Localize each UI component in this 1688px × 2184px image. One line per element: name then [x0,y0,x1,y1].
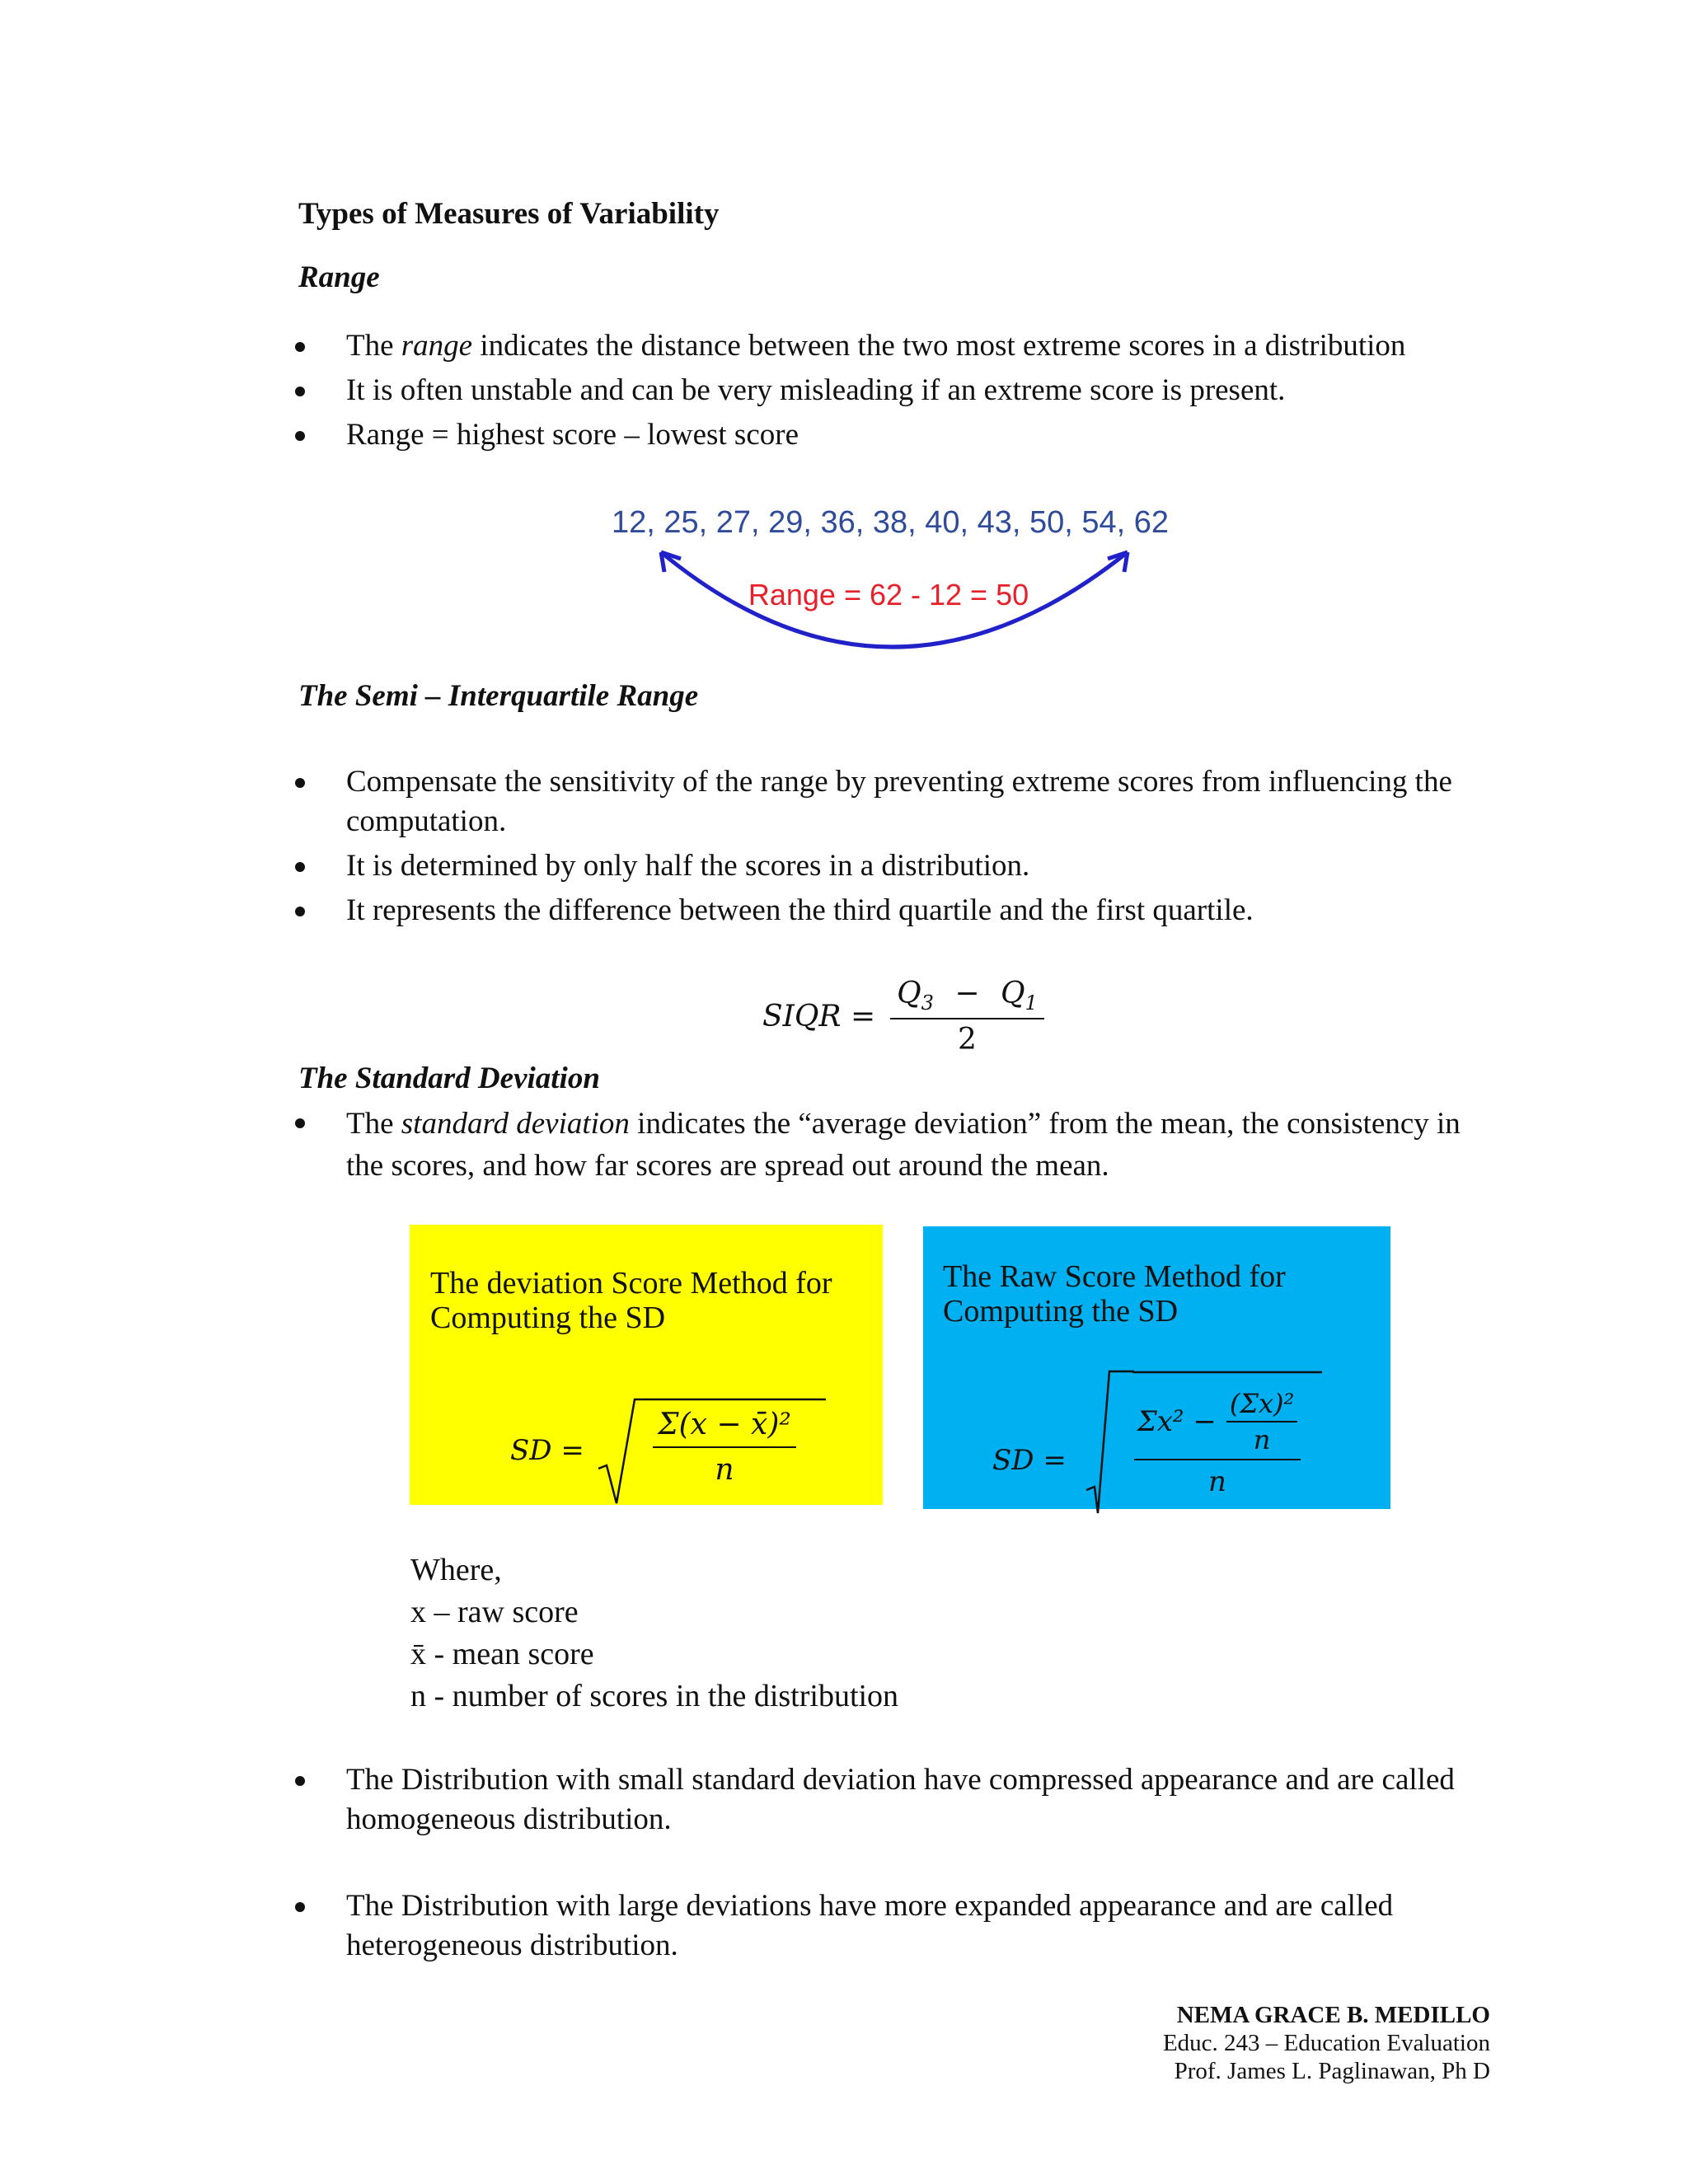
bullet-icon [295,1902,305,1912]
bullet-icon [295,1776,305,1786]
siqr-fraction [890,977,1044,1057]
where-item: x̄ - mean score [410,1637,594,1671]
siqr-lhs: SIQR = [762,1000,876,1034]
raw-numerator [1134,1388,1301,1460]
where-label: Where, [410,1553,502,1587]
list-item: Compensate the sensitivity of the range by preventing extreme scores from influencing the computation. [346,762,1492,841]
list-item: The standard deviation indicates the “average deviation” from the mean, the consistency in the scores, and how far scores are spread out around the mean. [346,1103,1475,1187]
raw-inner-fraction [1226,1388,1297,1455]
list-item: Range = highest score – lowest score [346,415,1492,455]
siqr-heading: The Semi – Interquartile Range [298,679,699,713]
sd-distribution-bullets [346,1760,1500,1966]
deviation-numerator: Σ(x − x̄)² [653,1408,796,1448]
list-item: It represents the difference between the third quartile and the first quartile. [346,891,1492,930]
where-item: n - number of scores in the distribution [410,1679,899,1713]
radical-bar [661,1398,826,1401]
list-item: It is often unstable and can be very misleading if an extreme score is present. [346,371,1492,410]
deviation-fraction [626,1408,823,1487]
sd-heading: The Standard Deviation [298,1062,600,1095]
range-numbers: 12, 25, 27, 29, 36, 38, 40, 43, 50, 54, 62 [611,505,1170,540]
where-block [410,1549,898,1718]
range-bullet-list [346,326,1492,455]
bullet-icon [295,862,305,872]
sd-term: standard deviation [401,1107,630,1141]
range-heading: Range [298,260,380,294]
siqr-formula [762,977,1044,1057]
list-item: The Distribution with large deviations have more expanded appearance and are called heterogeneous distribution. [346,1886,1500,1966]
list-item: The range indicates the distance between the two most extreme scores in a distribution [346,326,1492,366]
range-arc-diagram [610,503,1170,668]
deviation-method-box [410,1225,883,1505]
raw-score-method-box [923,1226,1390,1509]
raw-inner-denominator: n [1253,1424,1271,1455]
raw-sum-x2: Σx² − [1137,1405,1217,1438]
deviation-method-title: The deviation Score Method for Computing the SD [430,1266,832,1335]
range-term: range [401,329,473,363]
raw-denominator: n [1208,1465,1226,1498]
raw-inner-numerator: (Σx)² [1226,1388,1297,1422]
siqr-denominator: 2 [957,1023,977,1057]
bullet-icon [295,431,305,441]
bullet-icon [295,342,305,352]
where-item: x – raw score [410,1595,579,1629]
deviation-sd-lhs: SD = [510,1434,584,1467]
page-title: Types of Measures of Variability [298,197,720,231]
raw-fraction [1109,1388,1325,1498]
range-calculation: Range = 62 - 12 = 50 [748,578,1029,612]
bullet-icon [295,907,305,916]
bullet-icon [295,778,305,788]
range-example-figure [610,503,1170,668]
bullet-icon [295,387,305,396]
bullet-icon [295,1118,305,1128]
list-item: The Distribution with small standard deviation have compressed appearance and are called homogeneous distribution. [346,1760,1500,1840]
deviation-denominator: n [715,1453,734,1487]
course-name: Educ. 243 – Education Evaluation [1162,2030,1490,2056]
siqr-bullet-list [346,762,1492,930]
siqr-numerator: $Q_3 - Q_1$ [890,977,1044,1019]
author-name: NEMA GRACE B. MEDILLO [1176,2002,1490,2028]
sd-bullet-list [346,1103,1475,1187]
list-item: It is determined by only half the scores in a distribution. [346,846,1492,886]
raw-sd-lhs: SD = [992,1444,1067,1477]
professor-name: Prof. James L. Paglinawan, Ph D [1174,2058,1490,2084]
footer [831,2001,1490,2085]
raw-score-method-title: The Raw Score Method for Computing the SD [943,1259,1286,1329]
radical-bar [1132,1371,1322,1374]
